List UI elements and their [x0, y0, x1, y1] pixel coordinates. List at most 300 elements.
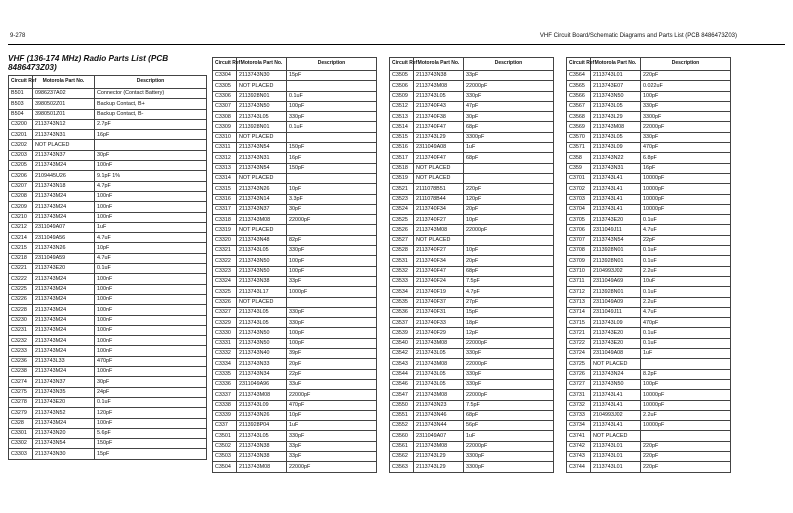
part-number: 2113743M08: [237, 390, 287, 400]
table-row: [390, 349, 554, 359]
description: 6.8pF: [641, 153, 731, 163]
table-row: [213, 410, 377, 420]
circuit-ref: C3279: [9, 408, 33, 418]
table-row: [9, 233, 207, 243]
table-row: [567, 266, 731, 276]
circuit-ref: C3519: [390, 173, 414, 183]
part-number: 2113743E20: [591, 215, 641, 225]
circuit-ref: C3501: [213, 431, 237, 441]
table-row: [213, 328, 377, 338]
description: 33pF: [287, 451, 377, 461]
table-row: [213, 153, 377, 163]
circuit-ref: C3569: [567, 122, 591, 132]
column-header-part: Motorola Part No.: [237, 58, 287, 71]
circuit-ref: C3305: [213, 81, 237, 91]
part-number: 2113743L41: [591, 400, 641, 410]
circuit-ref: C3726: [567, 369, 591, 379]
part-number: 2311049J11: [591, 307, 641, 317]
description: 10pF: [464, 215, 554, 225]
circuit-ref: C3323: [213, 266, 237, 276]
table-row: [390, 173, 554, 183]
table-row: [9, 428, 207, 438]
table-row: [567, 462, 731, 472]
description: 10pF: [287, 184, 377, 194]
part-number: 2113743L05: [414, 369, 464, 379]
circuit-ref: C3319: [213, 225, 237, 235]
description: 100nF: [95, 161, 207, 171]
description: 100nF: [95, 212, 207, 222]
column-header-desc: Description: [464, 58, 554, 71]
description: 0.1uF: [95, 264, 207, 274]
description: 100nF: [95, 274, 207, 284]
description: 150pF: [95, 439, 207, 449]
table-row: [9, 397, 207, 407]
description: 330pF: [641, 132, 731, 142]
description: 1uF: [464, 431, 554, 441]
circuit-ref: C3302: [9, 439, 33, 449]
description: 68pF: [464, 266, 554, 276]
circuit-ref: C3209: [9, 202, 33, 212]
part-number: 2113740F38: [414, 112, 464, 122]
description: 2.2uF: [641, 297, 731, 307]
table-row: [390, 143, 554, 153]
table-row: [9, 367, 207, 377]
circuit-ref: C3307: [213, 101, 237, 111]
description: 330pF: [464, 379, 554, 389]
circuit-ref: C3236: [9, 356, 33, 366]
circuit-ref: C3210: [9, 212, 33, 222]
table-row: [213, 235, 377, 245]
circuit-ref: C3332: [213, 349, 237, 359]
part-number: 2311049A07: [414, 431, 464, 441]
circuit-ref: C3504: [213, 462, 237, 472]
description: 2.7pF: [95, 119, 207, 129]
description: 10000pF: [641, 184, 731, 194]
table-row: [390, 256, 554, 266]
circuit-ref: C3318: [213, 215, 237, 225]
circuit-ref: C328: [9, 418, 33, 428]
table-row: [567, 194, 731, 204]
description: 10000pF: [641, 173, 731, 183]
circuit-ref: C3226: [9, 294, 33, 304]
part-number: NOT PLACED: [237, 81, 287, 91]
circuit-ref: C3309: [213, 122, 237, 132]
part-number: NOT PLACED: [414, 235, 464, 245]
description: [287, 297, 377, 307]
description: 22000pF: [287, 390, 377, 400]
part-number: 0986237A02: [33, 89, 95, 99]
part-number: 2113743L05: [237, 246, 287, 256]
description: 0.1uF: [641, 338, 731, 348]
part-number: 2113928N01: [591, 246, 641, 256]
part-number: 2113740F47: [414, 122, 464, 132]
table-row: [390, 359, 554, 369]
table-row: [390, 246, 554, 256]
circuit-ref: C3222: [9, 274, 33, 284]
table-row: [213, 143, 377, 153]
table-row: [213, 297, 377, 307]
circuit-ref: C3215: [9, 243, 33, 253]
table-row: [390, 400, 554, 410]
table-row: [213, 287, 377, 297]
part-number: 2113743N18: [33, 181, 95, 191]
part-number: 2113743M24: [33, 161, 95, 171]
part-number: 2104993J02: [591, 266, 641, 276]
page-header: [0, 0, 793, 40]
description: 100nF: [95, 336, 207, 346]
table-row: [9, 377, 207, 387]
description: 10000pF: [641, 400, 731, 410]
description: 150pF: [287, 143, 377, 153]
table-row: [390, 451, 554, 461]
part-number: 2113743L05: [414, 379, 464, 389]
part-number: 2113743N38: [237, 276, 287, 286]
circuit-ref: C337: [213, 421, 237, 431]
circuit-ref: C3339: [213, 410, 237, 420]
table-row: [390, 307, 554, 317]
description: 470pF: [641, 143, 731, 153]
circuit-ref: C3741: [567, 431, 591, 441]
part-number: 2113740F47: [414, 153, 464, 163]
description: 9.1pF 1%: [95, 171, 207, 181]
part-number: 2113743N54: [591, 235, 641, 245]
part-number: 2113743E20: [33, 264, 95, 274]
table-row: [213, 338, 377, 348]
description: [464, 173, 554, 183]
description: 18pF: [464, 318, 554, 328]
description: [95, 140, 207, 150]
circuit-ref: C3521: [390, 184, 414, 194]
circuit-ref: C3536: [390, 307, 414, 317]
part-number: 2113743N38: [237, 441, 287, 451]
description: 100nF: [95, 284, 207, 294]
part-number: 2113743N37: [237, 204, 287, 214]
table-row: [390, 421, 554, 431]
description: 3300pF: [464, 451, 554, 461]
part-number: 2113743N34: [237, 369, 287, 379]
circuit-ref: C3208: [9, 191, 33, 201]
table-row: [567, 451, 731, 461]
circuit-ref: C3331: [213, 338, 237, 348]
part-number: 2113743N20: [33, 428, 95, 438]
parts-table-4: [566, 57, 731, 473]
part-number: 2113740F47: [414, 266, 464, 276]
circuit-ref: C3513: [390, 112, 414, 122]
circuit-ref: C3306: [213, 91, 237, 101]
part-number: 2311049J11: [591, 225, 641, 235]
table-row: [567, 431, 731, 441]
description: 7.5pF: [464, 400, 554, 410]
part-number: 2113743N37: [33, 150, 95, 160]
part-number: 2113740F31: [414, 307, 464, 317]
part-number: 2113743N30: [237, 71, 287, 81]
circuit-ref: C3313: [213, 163, 237, 173]
part-number: 2113743M24: [33, 336, 95, 346]
circuit-ref: C3561: [390, 441, 414, 451]
description: 22000pF: [464, 441, 554, 451]
part-number: 2113740F37: [414, 297, 464, 307]
description: 7.5pF: [464, 276, 554, 286]
part-number: 2109445U26: [33, 171, 95, 181]
part-number: 2113743E20: [591, 338, 641, 348]
circuit-ref: C3337: [213, 390, 237, 400]
part-number: 2113743N50: [591, 379, 641, 389]
description: 100nF: [95, 191, 207, 201]
table-row: [213, 349, 377, 359]
part-number: 2113743L41: [591, 204, 641, 214]
table-row: [390, 276, 554, 286]
table-row: [390, 441, 554, 451]
table-row: [567, 122, 731, 132]
circuit-ref: C3528: [390, 246, 414, 256]
part-number: 2113743L09: [591, 143, 641, 153]
table-row: [567, 276, 731, 286]
table-row: [213, 215, 377, 225]
part-number: 2113743N35: [33, 387, 95, 397]
part-number: 2113743N31: [237, 153, 287, 163]
circuit-ref: C3711: [567, 276, 591, 286]
part-number: 2113928N01: [591, 287, 641, 297]
circuit-ref: C3551: [390, 410, 414, 420]
description: 33pF: [287, 441, 377, 451]
circuit-ref: C359: [567, 163, 591, 173]
table-row: [567, 101, 731, 111]
description: 100pF: [641, 379, 731, 389]
circuit-ref: C3743: [567, 451, 591, 461]
circuit-ref: C3547: [390, 390, 414, 400]
part-number: 2113743M08: [237, 215, 287, 225]
circuit-ref: C3722: [567, 338, 591, 348]
table-row: [9, 356, 207, 366]
part-number: 2113743L29: [414, 451, 464, 461]
part-number: 2113743N50: [237, 101, 287, 111]
description: 100nF: [95, 325, 207, 335]
part-number: 2113740F29: [414, 328, 464, 338]
description: 3300pF: [464, 462, 554, 472]
circuit-ref: C3518: [390, 163, 414, 173]
circuit-ref: C3514: [390, 122, 414, 132]
table-row: [213, 101, 377, 111]
part-number: 2113743N31: [33, 130, 95, 140]
description: 30pF: [95, 377, 207, 387]
part-number: NOT PLACED: [237, 132, 287, 142]
circuit-ref: C3724: [567, 349, 591, 359]
document-title: VHF Circuit Board/Schematic Diagrams and Parts List (PCB 8486473Z03): [539, 33, 737, 39]
table-row: [213, 421, 377, 431]
table-row: [213, 462, 377, 472]
description: 0.1uF: [641, 287, 731, 297]
circuit-ref: C3336: [213, 379, 237, 389]
part-number: 3980502Z01: [33, 99, 95, 109]
circuit-ref: C3316: [213, 194, 237, 204]
description: 150pF: [287, 163, 377, 173]
description: 330pF: [287, 112, 377, 122]
part-number: 2113743N44: [414, 421, 464, 431]
description: 220pF: [641, 71, 731, 81]
part-number: 2113743L29: [414, 132, 464, 142]
circuit-ref: C3317: [213, 204, 237, 214]
table-row: [567, 359, 731, 369]
description: 10pF: [95, 243, 207, 253]
circuit-ref: C3207: [9, 181, 33, 191]
part-number: 2113743L29: [414, 462, 464, 472]
part-number: 2113743N54: [237, 163, 287, 173]
part-number: 2113743N46: [414, 410, 464, 420]
description: [287, 132, 377, 142]
part-number: 2113743L09: [591, 318, 641, 328]
circuit-ref: C3524: [390, 204, 414, 214]
circuit-ref: C3322: [213, 256, 237, 266]
table-row: [390, 215, 554, 225]
table-row: [567, 112, 731, 122]
circuit-ref: C3721: [567, 328, 591, 338]
part-number: 2113743L33: [33, 356, 95, 366]
circuit-ref: C3568: [567, 112, 591, 122]
part-number: 2113743M24: [33, 418, 95, 428]
part-number: 2113743N50: [237, 338, 287, 348]
description: 22pF: [641, 235, 731, 245]
part-number: 2113743E20: [591, 328, 641, 338]
table-row: [9, 109, 207, 119]
column-header-ref: Circuit Ref: [213, 58, 237, 71]
part-number: 2113740F19: [414, 287, 464, 297]
description: 4.7uF: [641, 225, 731, 235]
description: 100pF: [287, 328, 377, 338]
part-number: 2113740F43: [414, 101, 464, 111]
table-row: [567, 287, 731, 297]
description: 0.1uF: [641, 256, 731, 266]
part-number: 2311049A09: [591, 297, 641, 307]
table-row: [390, 410, 554, 420]
table-row: [213, 359, 377, 369]
circuit-ref: C3275: [9, 387, 33, 397]
part-number: 2113743N50: [237, 266, 287, 276]
description: [641, 431, 731, 441]
description: 3300pF: [641, 112, 731, 122]
part-number: 2113743M24: [33, 212, 95, 222]
table-row: [213, 266, 377, 276]
table-row: [390, 225, 554, 235]
circuit-ref: C3225: [9, 284, 33, 294]
circuit-ref: C3731: [567, 390, 591, 400]
circuit-ref: C3334: [213, 359, 237, 369]
table-row: [213, 194, 377, 204]
description: [641, 359, 731, 369]
table-row: [9, 150, 207, 160]
circuit-ref: C3315: [213, 184, 237, 194]
table-row: [9, 315, 207, 325]
part-number: 2113743L01: [591, 451, 641, 461]
part-number: 2113743L29: [591, 112, 641, 122]
table-row: [9, 253, 207, 263]
part-number: 2113743N30: [33, 449, 95, 459]
description: 100pF: [287, 101, 377, 111]
table-row: [567, 256, 731, 266]
circuit-ref: C3562: [390, 451, 414, 461]
part-number: 2113743M24: [33, 294, 95, 304]
table-row: [567, 81, 731, 91]
table-row: [390, 204, 554, 214]
part-number: 2113743M08: [591, 122, 641, 132]
circuit-ref: C3221: [9, 264, 33, 274]
table-row: [213, 122, 377, 132]
table-row: [567, 184, 731, 194]
part-number: 2113740F33: [414, 318, 464, 328]
description: 330pF: [464, 369, 554, 379]
circuit-ref: C3203: [9, 150, 33, 160]
description: 30pF: [464, 112, 554, 122]
description: 330pF: [464, 91, 554, 101]
description: 33uF: [287, 379, 377, 389]
part-number: 2113743N37: [33, 377, 95, 387]
description: 10pF: [287, 410, 377, 420]
table-row: [9, 439, 207, 449]
description: 22000pF: [464, 225, 554, 235]
part-number: 2113743M08: [414, 390, 464, 400]
table-row: [567, 91, 731, 101]
circuit-ref: C3733: [567, 410, 591, 420]
part-number: 2113743N33: [237, 359, 287, 369]
part-number: 2113743L05: [237, 318, 287, 328]
table-row: [9, 191, 207, 201]
description: 1uF: [641, 349, 731, 359]
table-row: [390, 287, 554, 297]
part-number: 2113743M24: [33, 367, 95, 377]
description: 330pF: [287, 318, 377, 328]
part-number: 2113743M24: [33, 191, 95, 201]
description: 100nF: [95, 202, 207, 212]
circuit-ref: C3567: [567, 101, 591, 111]
circuit-ref: C3230: [9, 315, 33, 325]
circuit-ref: C3531: [390, 256, 414, 266]
description: 20pF: [287, 359, 377, 369]
description: 100nF: [95, 418, 207, 428]
table-row: [213, 318, 377, 328]
table-row: [567, 132, 731, 142]
description: 10000pF: [641, 421, 731, 431]
table-header-row: [213, 58, 377, 71]
circuit-ref: C3206: [9, 171, 33, 181]
part-number: 2311049A59: [33, 253, 95, 263]
part-number: 2113743M24: [33, 325, 95, 335]
table-row: [213, 184, 377, 194]
table-row: [567, 235, 731, 245]
part-number: 2113740F27: [414, 215, 464, 225]
column-header-part: Motorola Part No.: [414, 58, 464, 71]
table-row: [390, 112, 554, 122]
part-number: 2113928P04: [237, 421, 287, 431]
circuit-ref: C3526: [390, 225, 414, 235]
description: 100nF: [95, 346, 207, 356]
part-number: 2113740F24: [414, 276, 464, 286]
part-number: 2113743L05: [591, 101, 641, 111]
circuit-ref: B503: [9, 99, 33, 109]
circuit-ref: C3705: [567, 215, 591, 225]
circuit-ref: C3320: [213, 235, 237, 245]
description: 22000pF: [641, 122, 731, 132]
table-row: [213, 112, 377, 122]
column-header-ref: Circuit Ref: [567, 58, 591, 71]
table-row: [390, 184, 554, 194]
circuit-ref: C3506: [390, 81, 414, 91]
circuit-ref: C3535: [390, 297, 414, 307]
circuit-ref: C3205: [9, 161, 33, 171]
circuit-ref: C3534: [390, 287, 414, 297]
description: 4.7pF: [464, 287, 554, 297]
part-number: NOT PLACED: [237, 173, 287, 183]
table-row: [9, 449, 207, 459]
column-header-desc: Description: [641, 58, 731, 71]
